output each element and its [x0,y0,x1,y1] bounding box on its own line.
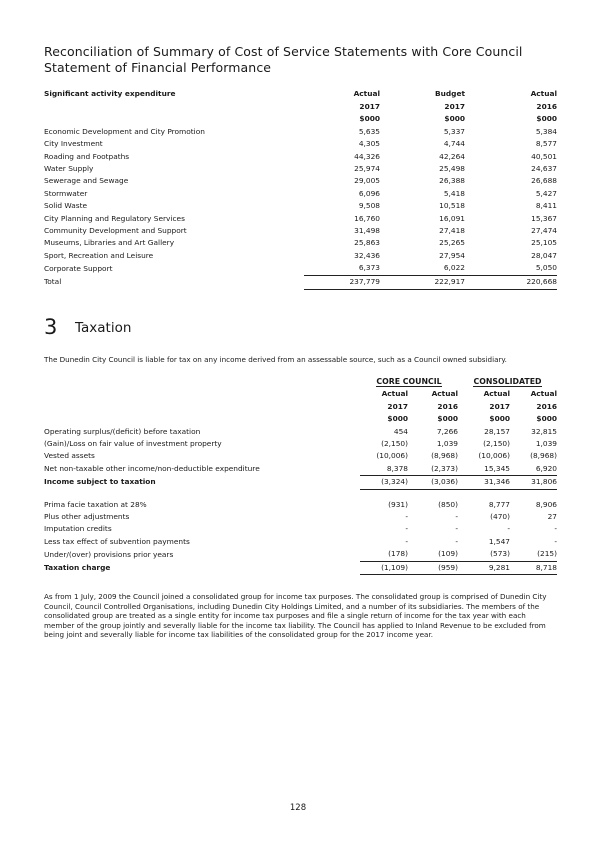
row-label: (Gain)/Loss on fair value of investment property [44,439,222,449]
cell-value: 31,498 [354,226,380,236]
row-label: Corporate Support [44,263,113,273]
cell-value: 27,474 [531,226,557,236]
cell-value: (109) [408,548,458,561]
cell-value: 26,688 [531,176,557,186]
activity-header-label: Significant activity expenditure [44,89,176,98]
column-year: 2017 [444,101,465,111]
total-row [44,275,557,289]
table-row [44,225,557,237]
cell-value: 27 [547,512,557,522]
column-title: Budget [434,89,465,98]
table-header-row [44,88,557,101]
table-header-row [44,413,557,425]
table-header-row [44,388,557,400]
subtotal-value: 31,346 [458,476,510,489]
total-label: Total [44,276,62,286]
cell-value: - [455,512,458,522]
subtotal-value: 9,281 [458,561,510,574]
consolidated-group-paragraph: As from 1 July, 2009 the Council joined a consolidated group for income tax purposes. The consolidated group is comprised of Dunedin City Council, Council Controlled Organisations, including Dunedin City Holdings Limited, and a number of its subsidiaries. The members of the consolidated group are treated as a single entity for income tax purposes and file a single return of income for the tax year with each member of the group jointly and severally liable for the income tax liability. The Council has applied to Inland Revenue to be excluded from being joint and severally liable for income tax liabilities of the consolidated group for the 2017 income year. [44,592,547,640]
column-title: Actual [530,389,557,399]
section-number: 3 [44,315,58,339]
row-label: Solid Waste [44,201,88,211]
section-title: Taxation [75,320,132,336]
table-row [44,175,557,187]
row-label: Prima facie taxation at 28% [44,499,147,509]
cell-value: 32,436 [354,250,380,260]
subtotal-value: (3,324) [360,476,408,489]
cell-value: 24,637 [531,164,557,173]
subtotal-value: 8,718 [510,561,557,574]
column-year: 2017 [359,101,380,111]
table-row [44,163,557,175]
cell-value: (2,150) [381,439,408,449]
subtotal-label: Taxation charge [44,562,111,572]
cell-value: - [405,524,408,534]
activity-expenditure-table [44,88,557,290]
cell-value: 7,266 [436,426,458,436]
table-row [44,536,557,548]
table-row [44,250,557,262]
cell-value: 28,157 [484,426,510,436]
cell-value: 6,096 [358,188,380,198]
cell-value: (10,006) [376,451,408,461]
cell-value: 5,427 [535,188,557,198]
cell-value: 10,518 [439,201,465,211]
cell-value: 5,635 [358,126,380,136]
cell-value: 28,047 [531,250,557,260]
subtotal-label: Income subject to taxation [44,477,156,487]
row-label: Sewerage and Sewage [44,176,129,186]
cell-value: 15,345 [458,463,510,476]
column-year: 2017 [387,401,408,411]
cell-value: 29,005 [354,176,380,186]
total-value: 220,668 [465,275,557,289]
row-label: Plus other adjustments [44,512,130,522]
cell-value: 8,906 [535,499,557,509]
cell-value: 26,388 [439,176,465,186]
subtotal-row [44,476,557,489]
cell-value: 5,384 [535,126,557,136]
table-header-row [44,101,557,114]
cell-value: 5,337 [443,126,465,136]
group-label: CONSOLIDATED [473,377,542,386]
cell-value: 8,378 [360,463,408,476]
row-label: Community Development and Support [44,226,187,236]
table-row [44,450,557,462]
table-row [44,548,557,561]
column-title: Actual [431,389,458,399]
row-label: Sport, Recreation and Leisure [44,250,154,260]
table-header-row [44,401,557,413]
subtotal-value: (3,036) [408,476,458,489]
cell-value: 32,815 [531,426,557,436]
group-core-council [360,376,458,388]
column-title: Actual [353,89,380,98]
cell-value: (215) [510,548,557,561]
taxation-table [44,376,557,575]
cell-value: 25,265 [439,238,465,248]
cell-value: 4,744 [443,139,465,149]
cell-value: (470) [490,512,510,522]
row-label: Water Supply [44,164,94,173]
column-unit: $000 [489,414,510,424]
cell-value: - [507,524,510,534]
cell-value: - [455,536,458,546]
table-row [44,438,557,450]
intro-text: The Dunedin City Council is liable for tax on any income derived from an assessable source, such as a Council owned subsidiary. [44,355,507,364]
row-label: Economic Development and City Promotion [44,126,205,136]
table-row [44,138,557,150]
table-row [44,426,557,438]
cell-value: (8,968) [530,451,557,461]
cell-value: 25,105 [531,238,557,248]
cell-value: - [455,524,458,534]
table-row [44,213,557,225]
total-value: 237,779 [304,275,380,289]
subtotal-row [44,561,557,574]
table-row [44,151,557,163]
column-unit: $000 [437,414,458,424]
reconciliation-heading: Reconciliation of Summary of Cost of Service Statements with Core Council Statement of Financial Performance [44,44,523,75]
cell-value: - [554,536,557,546]
table-row [44,237,557,249]
cell-value: 25,863 [354,238,380,248]
row-label: Vested assets [44,451,95,461]
row-label: Under/(over) provisions prior years [44,549,174,559]
table-row [44,511,557,523]
cell-value: (8,968) [431,451,458,461]
cell-value: (931) [388,499,408,509]
row-label: Museums, Libraries and Art Gallery [44,238,175,248]
table-header-row [44,113,557,126]
cell-value: 8,411 [535,201,557,211]
table-row [44,499,557,511]
cell-value: 4,305 [358,139,380,149]
column-year: 2016 [536,401,557,411]
cell-value: 5,418 [443,188,465,198]
cell-value: 27,954 [439,250,465,260]
column-year: 2017 [489,401,510,411]
table-row [44,523,557,535]
total-value: 222,917 [380,275,465,289]
row-label: Operating surplus/(deficit) before taxation [44,426,201,436]
cell-value: 1,547 [488,536,510,546]
cell-value: 44,326 [354,151,380,161]
cell-value: 6,373 [304,262,380,275]
cell-value: 9,508 [358,201,380,211]
cell-value: - [554,524,557,534]
subtotal-value: (959) [408,561,458,574]
cell-value: 6,920 [510,463,557,476]
row-label: Less tax effect of subvention payments [44,536,190,546]
cell-value: 16,760 [354,213,380,223]
row-label: Roading and Footpaths [44,151,130,161]
row-label: Imputation credits [44,524,112,534]
cell-value: 8,777 [488,499,510,509]
group-header-row [44,376,557,388]
page-number: 128 [289,803,307,813]
cell-value: 40,501 [531,151,557,161]
cell-value: (573) [458,548,510,561]
cell-value: (850) [438,499,458,509]
column-unit: $000 [387,414,408,424]
cell-value: - [405,512,408,522]
group-label: CORE COUNCIL [376,377,442,386]
cell-value: 27,418 [439,226,465,236]
table-row [44,200,557,212]
table-row [44,463,557,476]
table-row [44,126,557,138]
row-label: City Planning and Regulatory Services [44,213,185,223]
subtotal-value: 31,806 [510,476,557,489]
cell-value: 16,091 [439,213,465,223]
cell-value: 25,974 [354,164,380,173]
group-consolidated [458,376,557,388]
cell-value: (178) [360,548,408,561]
row-label: City Investment [44,139,103,149]
column-unit: $000 [536,114,557,124]
cell-value: 6,022 [380,262,465,275]
cell-value: 42,264 [439,151,465,161]
column-title: Actual [530,89,557,98]
cell-value: 1,039 [436,439,458,449]
cell-value: 454 [393,426,408,436]
column-title: Actual [483,389,510,399]
table-row [44,262,557,275]
cell-value: (10,006) [478,451,510,461]
cell-value: 1,039 [535,439,557,449]
column-year: 2016 [536,101,557,111]
column-title: Actual [381,389,408,399]
cell-value: 5,050 [465,262,557,275]
column-unit: $000 [359,114,380,124]
column-unit: $000 [536,414,557,424]
cell-value: 25,498 [439,164,465,173]
cell-value: 8,577 [535,139,557,149]
cell-value: (2,373) [408,463,458,476]
table-row [44,188,557,200]
column-unit: $000 [444,114,465,124]
cell-value: - [405,536,408,546]
spacer-row [44,489,557,499]
column-year: 2016 [437,401,458,411]
row-label: Net non-taxable other income/non-deductible expenditure [44,464,260,474]
cell-value: 15,367 [531,213,557,223]
row-label: Stormwater [44,188,88,198]
subtotal-value: (1,109) [360,561,408,574]
cell-value: (2,150) [483,439,510,449]
